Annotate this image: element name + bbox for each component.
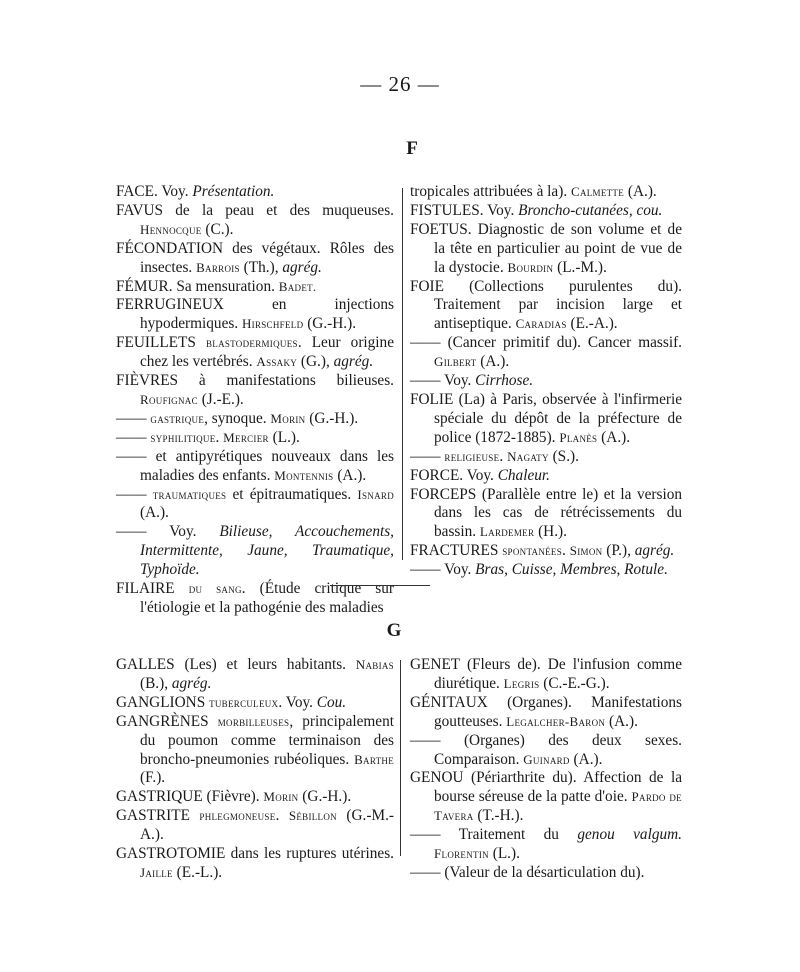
index-entry	[410, 278, 682, 335]
entry-text: (H.).	[534, 523, 567, 541]
entry-small-caps: gastrique	[150, 410, 205, 426]
index-entry	[410, 334, 682, 372]
index-entry	[410, 448, 682, 467]
entry-small-caps: Simon	[569, 543, 603, 559]
index-entry	[116, 296, 394, 334]
entry-text: (A.).	[569, 750, 603, 768]
entry-text: (A.).	[597, 428, 631, 446]
entry-small-caps: syphilitique	[150, 429, 216, 445]
index-entry	[410, 732, 682, 770]
entry-text: (L.).	[488, 845, 520, 863]
entry-italic: agrég.	[282, 258, 322, 276]
entry-small-caps: Lardemer	[479, 524, 535, 540]
column-separator-g	[400, 660, 401, 856]
entry-text: (Th.),	[239, 258, 283, 276]
entry-small-caps: Barrois	[196, 259, 240, 275]
entry-italic: Cou.	[316, 693, 347, 711]
index-entry	[410, 769, 682, 826]
entry-text: FORCE. Voy.	[410, 466, 498, 484]
index-entry	[116, 448, 394, 486]
section-f-left-column	[116, 183, 394, 618]
section-g-left-column	[116, 656, 394, 883]
entry-small-caps: Florentin	[434, 846, 489, 862]
entry-text: (G.-H.).	[298, 788, 352, 806]
entry-italic: Broncho-cutanées, cou.	[518, 201, 663, 219]
entry-text: FOIE (Collections purulentes du). Traitement par incision large et antiseptique.	[410, 277, 682, 333]
entry-text: et épitraumatiques.	[226, 485, 358, 503]
entry-small-caps: Bourdin	[507, 259, 554, 275]
entry-small-caps: traumatiques	[152, 486, 227, 502]
entry-text: (J.-E.).	[197, 390, 244, 408]
entry-small-caps: Legalcher-Baron	[506, 713, 606, 729]
entry-text: (A.).	[140, 504, 169, 522]
entry-text: ——	[116, 428, 151, 446]
index-entry	[410, 486, 682, 543]
entry-text: FEUILLETS	[116, 334, 206, 352]
entry-small-caps: Calmette	[570, 184, 625, 199]
entry-small-caps: Assaky	[256, 354, 298, 370]
entry-text: GANGRÈNES	[116, 712, 218, 730]
index-entry	[116, 845, 394, 883]
entry-text: (A.).	[605, 712, 638, 730]
index-entry	[410, 372, 682, 391]
section-g-right-column	[410, 656, 682, 883]
entry-text: (E.-A.).	[566, 315, 618, 333]
entry-text: .	[562, 542, 570, 560]
index-entry	[116, 334, 394, 372]
entry-small-caps: Gilbert	[434, 354, 477, 370]
entry-italic: Cirrhose.	[475, 372, 534, 390]
index-entry	[116, 807, 394, 845]
entry-text: FILAIRE	[116, 580, 189, 598]
entry-text: FOETUS. Diagnostic de son volume et de la tête en particulier au point de vue de la dystocie.	[410, 220, 682, 276]
entry-text: (G.),	[297, 353, 334, 371]
entry-small-caps: spontanées	[502, 543, 563, 559]
entry-text: (F.).	[140, 769, 166, 787]
section-divider	[330, 585, 430, 586]
entry-small-caps: phlegmoneuse	[199, 808, 276, 824]
entry-text: .	[275, 807, 289, 825]
entry-small-caps: morbilleuses	[217, 713, 290, 729]
section-letter-g: G	[386, 620, 402, 641]
entry-text: —— Voy.	[116, 523, 220, 541]
entry-text: (E.-L.).	[172, 863, 223, 881]
entry-small-caps: Montennis	[274, 467, 334, 483]
entry-text: (A.).	[624, 183, 657, 200]
entry-text: (C.-E.-G.).	[539, 674, 610, 692]
entry-text: FACE. Voy.	[116, 183, 193, 200]
entry-small-caps: Morin	[263, 789, 299, 805]
entry-text: ——	[116, 485, 153, 503]
entry-text: (B.),	[140, 674, 172, 692]
entry-text: (L.-M.).	[553, 258, 607, 276]
index-entry	[410, 864, 682, 883]
entry-text: GASTROTOMIE dans les ruptures utérines.	[116, 845, 394, 863]
entry-small-caps: Isnard	[357, 486, 394, 502]
index-entry	[116, 410, 394, 429]
entry-text: —— Traitement du	[410, 826, 578, 844]
entry-text: . (Étude critique sur l'étiologie et la pathogénie des maladies	[140, 580, 394, 616]
entry-text: .	[215, 428, 224, 446]
entry-text: (A.).	[333, 466, 367, 484]
index-entry	[116, 429, 394, 448]
entry-text: GENET (Fleurs de). De l'infusion comme diurétique.	[410, 656, 682, 692]
entry-text: FISTULES. Voy.	[410, 201, 519, 219]
index-entry	[410, 467, 682, 486]
entry-small-caps: Legris	[503, 675, 540, 691]
index-entry	[116, 694, 394, 713]
index-entry	[116, 183, 394, 202]
entry-text: FAVUS de la peau et des muqueuses.	[116, 201, 394, 219]
entry-text: FIÈVRES à manifestations bilieuses.	[116, 372, 394, 390]
index-entry	[410, 202, 682, 221]
index-entry	[116, 523, 394, 580]
entry-text: tropicales attribuées à la).	[410, 183, 571, 200]
entry-italic: agrég.	[333, 353, 374, 371]
entry-small-caps: Morin	[270, 410, 306, 426]
entry-text: (A.).	[476, 353, 510, 371]
entry-text: GANGLIONS	[116, 693, 210, 711]
entry-text: FÉCONDATION des végétaux. Rôles des insectes.	[116, 239, 394, 276]
entry-small-caps: religieuse	[444, 448, 500, 464]
entry-text: . Voy.	[278, 693, 317, 711]
section-f-right-column	[410, 183, 682, 580]
page-number: — 26 —	[360, 72, 440, 96]
entry-text: .	[499, 447, 508, 465]
entry-text: GALLES (Les) et leurs habitants.	[116, 656, 356, 673]
entry-small-caps: Mercier	[223, 429, 269, 445]
entry-text: —— et antipyrétiques nouveaux dans les maladies des enfants.	[116, 447, 394, 484]
entry-italic: genou valgum.	[577, 826, 682, 844]
index-entry	[116, 278, 394, 297]
entry-italic: agrég.	[171, 674, 212, 692]
entry-small-caps: Nabias	[355, 657, 394, 672]
entry-text: —— Voy.	[410, 372, 476, 390]
entry-small-caps: du sang	[188, 581, 242, 597]
entry-text: , principalement du poumon comme terminaison des broncho-pneumonies rubéoliques.	[140, 712, 394, 768]
entry-small-caps: tuberculeux	[209, 694, 279, 710]
entry-text: (S.).	[548, 447, 579, 465]
entry-text: FRACTURES	[410, 542, 503, 560]
entry-text: FORCEPS (Parallèle entre le) et la version dans les cas de rétrécissements du bassin.	[410, 485, 682, 541]
entry-small-caps: Barthe	[354, 751, 394, 767]
entry-italic: Bras, Cuisse, Membres, Rotule.	[475, 561, 668, 579]
index-entry	[410, 391, 682, 448]
entry-small-caps: Pardo de Tavera	[434, 789, 682, 824]
entry-small-caps: Hennocque	[140, 221, 202, 237]
index-entry	[410, 183, 682, 202]
entry-text: (C.).	[201, 220, 234, 238]
index-entry	[116, 656, 394, 694]
entry-text: —— (Cancer primitif du). Cancer massif.	[410, 334, 682, 352]
entry-text: GENOU (Périarthrite du). Affection de la bourse séreuse de la patte d'oie.	[410, 769, 682, 806]
entry-small-caps: Badet.	[278, 278, 317, 294]
entry-small-caps: Roufignac	[140, 391, 198, 407]
entry-text: (T.-H.).	[473, 807, 524, 825]
index-entry	[410, 694, 682, 732]
index-entry	[116, 713, 394, 789]
entry-text: FÉMUR. Sa mensuration.	[116, 277, 279, 295]
entry-text: ——	[410, 447, 445, 465]
entry-text: (P.),	[602, 542, 635, 560]
entry-text: (G.-H.).	[303, 315, 357, 333]
index-entry	[410, 656, 682, 694]
entry-italic: Chaleur.	[497, 466, 550, 484]
index-entry	[410, 221, 682, 278]
entry-text: —— (Organes) des deux sexes. Comparaison.	[410, 731, 682, 768]
entry-italic: Présentation.	[192, 183, 275, 200]
entry-small-caps: Nagaty	[507, 448, 549, 464]
entry-text: GASTRITE	[116, 807, 200, 825]
entry-text: ——	[116, 409, 151, 427]
entry-small-caps: Caradias	[515, 316, 567, 332]
entry-text: —— Voy.	[410, 561, 476, 579]
index-entry	[116, 202, 394, 240]
index-entry	[410, 542, 682, 561]
entry-italic: Bilieuse, Accouchements, Intermittente, Jaune, Traumatique, Typhoïde.	[140, 523, 395, 579]
entry-text: —— (Valeur de la désarticulation du).	[410, 863, 645, 881]
index-entry	[116, 240, 394, 278]
entry-text: FOLIE (La) à Paris, observée à l'infirmerie spéciale du dépôt de la préfecture de police (1872-1885).	[410, 390, 682, 446]
entry-text: (L.).	[268, 428, 300, 446]
entry-text: (G.-H.).	[305, 409, 359, 427]
entry-text: . Leur origine chez les vertébrés.	[140, 334, 395, 371]
index-entry	[116, 788, 394, 807]
entry-text: GÉNITAUX (Organes). Manifestations goutteuses.	[410, 693, 682, 730]
section-letter-f: F	[406, 138, 418, 159]
index-entry	[116, 372, 394, 410]
entry-small-caps: blastodermiques	[205, 335, 298, 351]
entry-text: GASTRIQUE (Fièvre).	[116, 788, 264, 806]
index-entry	[116, 486, 394, 524]
index-entry	[410, 561, 682, 580]
entry-small-caps: Guinard	[523, 751, 570, 767]
entry-italic: agrég.	[634, 542, 675, 560]
column-separator-f	[402, 188, 403, 560]
entry-small-caps: Hirschfeld	[241, 316, 304, 332]
entry-small-caps: Planès	[559, 429, 598, 445]
entry-text: FERRUGINEUX en injections hypodermiques.	[116, 296, 394, 333]
entry-text: , synoque.	[204, 409, 271, 427]
entry-small-caps: Sébillon	[288, 808, 337, 824]
entry-text: (G.-M.-A.).	[140, 807, 394, 844]
entry-small-caps: Jaille	[140, 864, 173, 880]
index-entry	[410, 826, 682, 864]
